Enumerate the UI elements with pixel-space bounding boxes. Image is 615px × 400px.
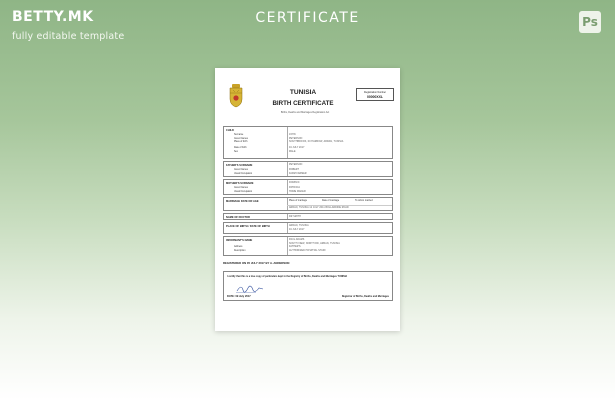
mother-section: [223, 179, 393, 195]
child-value: PETERSON: [289, 137, 303, 140]
place-value: 04 JULY 2017: [289, 229, 305, 231]
marriage-column: Place of marriage: [289, 200, 308, 202]
child-label: Sex: [234, 150, 238, 153]
marriage-section: [223, 197, 393, 211]
mother-value: PATRICIA: [289, 187, 301, 189]
signature-icon: [236, 285, 264, 293]
page-title: CERTIFICATE: [255, 10, 360, 26]
marriage-column: To whom married: [355, 200, 373, 202]
registration-box: [356, 88, 394, 101]
child-heading: CHILD: [226, 129, 234, 132]
father-value: PETERSON: [289, 164, 303, 166]
certification-box: [223, 271, 393, 301]
informant-heading: INFORMANT'S NAME: [226, 239, 253, 242]
father-value: ROBERT: [289, 169, 300, 171]
certificate-country: TUNISIA: [289, 89, 317, 96]
child-label: Given Names: [234, 137, 248, 140]
mother-value: DOMINIC: [289, 182, 300, 184]
registrar-label: Registrar of Births, Deaths and Marriages: [341, 295, 389, 298]
child-label: Date of birth: [234, 147, 247, 149]
doctor-section: [223, 213, 393, 220]
informant-label: Address: [234, 246, 243, 248]
mother-value: HOME MAKER: [289, 190, 306, 193]
child-section: [223, 126, 393, 159]
registration-label: Registration Number: [364, 91, 386, 94]
certificate-subtitle: Births, Deaths and Marriages Registration Act: [280, 111, 330, 114]
father-label: Given Names: [234, 169, 248, 171]
marriage-value: ARRAN, TUNISIA 12 JULY 2011 BOLLARDINE ROAD: [289, 206, 349, 209]
mother-label: Usual Occupation: [234, 190, 253, 193]
doctor-heading: NAME OF DOCTOR: [226, 216, 250, 219]
place-value: ARRAN, TUNISIA: [289, 225, 309, 227]
father-value: FARM FARMER: [289, 172, 307, 175]
informant-section: [223, 236, 393, 256]
child-value: JOHN: [289, 134, 296, 136]
certify-text: I certify that this is a true copy of particulars kept in the Registry of Births, Deaths and Marriages TUNISIA: [227, 275, 348, 278]
father-heading: FATHER'S SURNAME: [226, 164, 253, 167]
tagline: fully editable template: [12, 31, 125, 42]
mother-heading: MOTHER'S SURNAME: [226, 182, 254, 185]
child-value: MALE: [289, 150, 296, 153]
child-label: Place of birth: [234, 141, 248, 143]
mother-label: Given Names: [234, 187, 248, 189]
place-heading: PLACE OF BIRTH / DATE OF BIRTH: [226, 225, 270, 228]
child-value: 04 JULY 2017: [289, 147, 305, 149]
child-label: Surname: [234, 134, 244, 136]
informant-value: AUTHORIZED HOSPITAL STAFF: [289, 249, 326, 252]
registered-line: REGISTERED ON 05 JULY 2017 BY A. ANDERSON: [223, 261, 290, 265]
certificate-document: [215, 68, 400, 331]
photoshop-icon: Ps: [579, 11, 601, 33]
doctor-value: DR SMITH: [289, 216, 301, 218]
registration-number: 00000XXL: [366, 95, 384, 99]
marriage-column: Date of marriage: [322, 200, 340, 202]
marriage-heading: MARRIAGE DATE OR AGE: [226, 200, 259, 203]
brand-logo: BETTY.MK: [12, 9, 94, 25]
informant-value: FATHER'S: [289, 246, 301, 248]
certificate-title: BIRTH CERTIFICATE: [272, 100, 334, 107]
certify-date: DATE: 09 July 2017: [227, 295, 251, 298]
informant-value: SOUTH VIEW, NORTH RD, ARRAN, TUNISIA: [289, 242, 340, 245]
informant-value: PAUL ADAMS: [289, 239, 305, 241]
informant-label: Description: [234, 249, 246, 252]
child-value: SOUTHBROOK, 00 HARROW, ARRAN, TUNISIA: [289, 141, 344, 143]
father-section: [223, 161, 393, 177]
place-section: [223, 222, 393, 234]
father-label: Usual Occupation: [234, 172, 253, 175]
coat-of-arms-icon: [228, 84, 244, 108]
